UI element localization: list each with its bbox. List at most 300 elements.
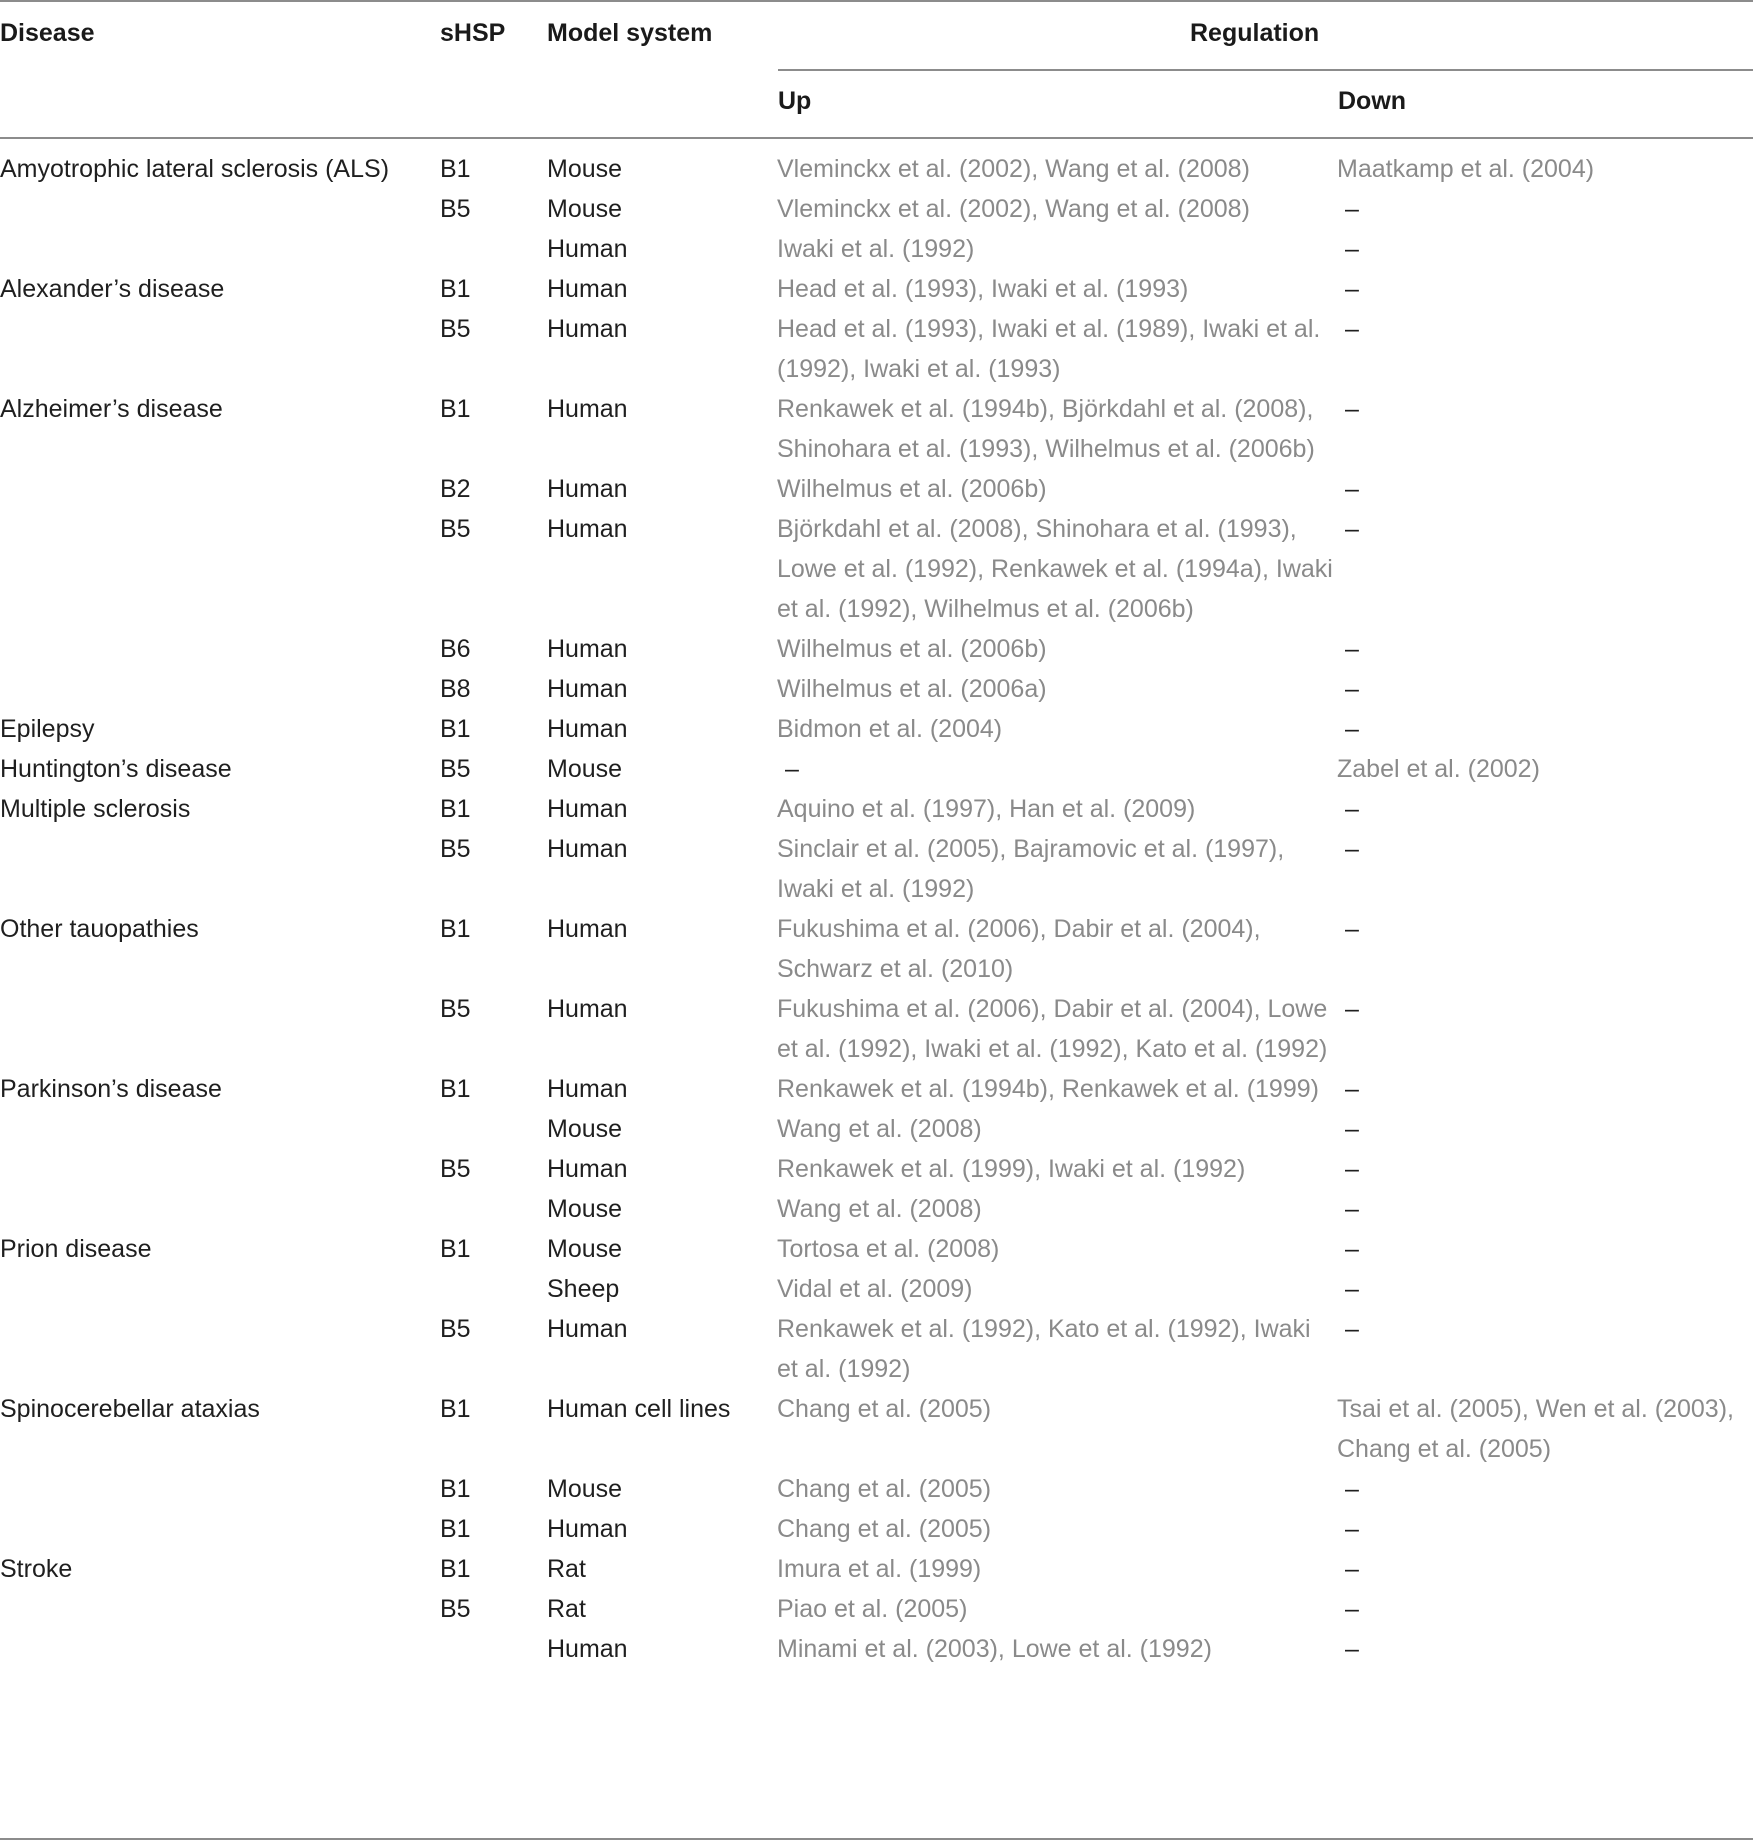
- table-row: [0, 789, 1753, 829]
- down-regulation-cell: [1337, 1189, 1753, 1229]
- disease-cell: [0, 1269, 440, 1309]
- shsp-cell: [440, 989, 547, 1069]
- disease-cell: [0, 1509, 440, 1549]
- model-system-cell-text: Mouse: [547, 1115, 623, 1143]
- shsp-cell-text: B5: [440, 195, 471, 223]
- header-model-system: Model system: [547, 19, 713, 47]
- model-system-cell-text: Human: [547, 1075, 628, 1103]
- model-system-cell: [547, 1269, 777, 1309]
- disease-cell: [0, 909, 440, 989]
- data-table: [0, 149, 1753, 1669]
- top-rule: [0, 0, 1753, 2]
- table-body: [0, 149, 1753, 1669]
- down-regulation-cell-text: –: [1345, 475, 1359, 503]
- shsp-cell-text: B5: [440, 515, 471, 543]
- shsp-cell: [440, 1509, 547, 1549]
- up-regulation-cell-text: Wang et al. (2008): [777, 1195, 982, 1223]
- down-regulation-cell-text: –: [1345, 1235, 1359, 1263]
- shsp-cell: [440, 1149, 547, 1189]
- model-system-cell: [547, 509, 777, 629]
- down-regulation-cell-text: –: [1345, 1555, 1359, 1583]
- down-regulation-cell-text: –: [1345, 635, 1359, 663]
- up-regulation-cell: [777, 1189, 1337, 1229]
- shsp-cell-text: B1: [440, 1475, 471, 1503]
- down-regulation-cell-text: –: [1345, 995, 1359, 1023]
- up-regulation-cell: [777, 1629, 1337, 1669]
- up-regulation-cell-text: Bidmon et al. (2004): [777, 715, 1003, 743]
- down-regulation-cell-text: –: [1345, 1115, 1359, 1143]
- down-regulation-cell: [1337, 629, 1753, 669]
- shsp-cell-text: B2: [440, 475, 471, 503]
- model-system-cell-text: Rat: [547, 1555, 586, 1583]
- table-row: [0, 989, 1753, 1069]
- disease-cell-text: Huntington’s disease: [0, 755, 232, 783]
- shsp-cell-text: B1: [440, 395, 471, 423]
- shsp-cell: [440, 1189, 547, 1229]
- shsp-cell: [440, 1229, 547, 1269]
- header-down: Down: [1338, 87, 1407, 115]
- table-row: [0, 1549, 1753, 1589]
- shsp-cell-text: B5: [440, 315, 471, 343]
- disease-cell: [0, 709, 440, 749]
- down-regulation-cell: [1337, 1069, 1753, 1109]
- model-system-cell: [547, 989, 777, 1069]
- shsp-cell-text: B1: [440, 795, 471, 823]
- up-regulation-cell-text: Vleminckx et al. (2002), Wang et al. (2008): [777, 155, 1250, 183]
- model-system-cell-text: Mouse: [547, 755, 623, 783]
- model-system-cell-text: Human: [547, 635, 628, 663]
- disease-cell: [0, 749, 440, 789]
- up-regulation-cell-text: Wilhelmus et al. (2006b): [777, 475, 1047, 503]
- down-regulation-cell: [1337, 189, 1753, 229]
- up-regulation-cell-text: Fukushima et al. (2006), Dabir et al. (2004), Lowe et al. (1992), Iwaki et al. (1992), Kato et al. (1992): [777, 995, 1328, 1063]
- down-regulation-cell: [1337, 389, 1753, 469]
- disease-cell: [0, 1469, 440, 1509]
- up-regulation-cell: [777, 389, 1337, 469]
- up-regulation-cell: [777, 1109, 1337, 1149]
- up-regulation-cell: [777, 1549, 1337, 1589]
- up-regulation-cell-text: Wilhelmus et al. (2006b): [777, 635, 1047, 663]
- up-regulation-cell-text: Renkawek et al. (1999), Iwaki et al. (1992): [777, 1155, 1246, 1183]
- up-regulation-cell: [777, 1149, 1337, 1189]
- table-row: [0, 669, 1753, 709]
- shsp-cell-text: B1: [440, 1515, 471, 1543]
- up-regulation-cell-text: –: [785, 755, 799, 783]
- model-system-cell: [547, 1469, 777, 1509]
- shsp-cell: [440, 389, 547, 469]
- disease-cell-text: Alexander’s disease: [0, 275, 225, 303]
- model-system-cell: [547, 669, 777, 709]
- model-system-cell: [547, 1149, 777, 1189]
- table-row: [0, 749, 1753, 789]
- up-regulation-cell: [777, 629, 1337, 669]
- up-regulation-cell-text: Piao et al. (2005): [777, 1595, 968, 1623]
- header-disease: Disease: [0, 19, 95, 47]
- down-regulation-cell: [1337, 989, 1753, 1069]
- down-regulation-cell: [1337, 229, 1753, 269]
- shsp-cell-text: B1: [440, 275, 471, 303]
- shsp-cell: [440, 1389, 547, 1469]
- table-row: [0, 1109, 1753, 1149]
- shsp-cell: [440, 269, 547, 309]
- shsp-cell: [440, 909, 547, 989]
- shsp-cell: [440, 469, 547, 509]
- disease-cell: [0, 989, 440, 1069]
- model-system-cell: [547, 749, 777, 789]
- disease-cell-text: Amyotrophic lateral sclerosis (ALS): [0, 155, 390, 183]
- shsp-cell-text: B5: [440, 995, 471, 1023]
- table-row: [0, 309, 1753, 389]
- up-regulation-cell: [777, 509, 1337, 629]
- down-regulation-cell: [1337, 789, 1753, 829]
- down-regulation-cell-text: –: [1345, 1275, 1359, 1303]
- down-regulation-cell-text: –: [1345, 1515, 1359, 1543]
- disease-cell: [0, 269, 440, 309]
- model-system-cell-text: Human: [547, 235, 628, 263]
- shsp-cell: [440, 309, 547, 389]
- up-regulation-cell: [777, 709, 1337, 749]
- disease-cell: [0, 1549, 440, 1589]
- down-regulation-cell: [1337, 1269, 1753, 1309]
- down-regulation-cell-text: –: [1345, 235, 1359, 263]
- model-system-cell: [547, 189, 777, 229]
- table-row: [0, 469, 1753, 509]
- down-regulation-cell-text: –: [1345, 195, 1359, 223]
- disease-cell: [0, 1309, 440, 1389]
- down-regulation-cell: [1337, 1469, 1753, 1509]
- up-regulation-cell-text: Fukushima et al. (2006), Dabir et al. (2004), Schwarz et al. (2010): [777, 915, 1261, 983]
- up-regulation-cell-text: Renkawek et al. (1992), Kato et al. (1992), Iwaki et al. (1992): [777, 1315, 1311, 1383]
- down-regulation-cell: [1337, 829, 1753, 909]
- shsp-cell: [440, 149, 547, 189]
- shsp-cell-text: B5: [440, 1595, 471, 1623]
- up-regulation-cell: [777, 149, 1337, 189]
- up-regulation-cell: [777, 1589, 1337, 1629]
- up-regulation-cell-text: Sinclair et al. (2005), Bajramovic et al. (1997), Iwaki et al. (1992): [777, 835, 1285, 903]
- disease-cell-text: Parkinson’s disease: [0, 1075, 222, 1103]
- disease-cell: [0, 229, 440, 269]
- up-regulation-cell: [777, 749, 1337, 789]
- up-regulation-cell-text: Aquino et al. (1997), Han et al. (2009): [777, 795, 1196, 823]
- shsp-cell: [440, 789, 547, 829]
- table-row: [0, 269, 1753, 309]
- model-system-cell-text: Human: [547, 475, 628, 503]
- model-system-cell: [547, 229, 777, 269]
- shsp-cell-text: B8: [440, 675, 471, 703]
- disease-cell: [0, 389, 440, 469]
- table-row: [0, 1149, 1753, 1189]
- down-regulation-cell: [1337, 309, 1753, 389]
- model-system-cell-text: Human: [547, 675, 628, 703]
- model-system-cell: [547, 389, 777, 469]
- model-system-cell: [547, 1549, 777, 1589]
- model-system-cell: [547, 1069, 777, 1109]
- shsp-cell-text: B1: [440, 155, 471, 183]
- disease-cell: [0, 1189, 440, 1229]
- up-regulation-cell: [777, 1309, 1337, 1389]
- disease-cell-text: Alzheimer’s disease: [0, 395, 223, 423]
- model-system-cell-text: Human: [547, 515, 628, 543]
- down-regulation-cell-text: –: [1345, 1155, 1359, 1183]
- shsp-cell: [440, 1109, 547, 1149]
- table-row: [0, 509, 1753, 629]
- model-system-cell: [547, 1229, 777, 1269]
- shsp-cell-text: B5: [440, 1155, 471, 1183]
- shsp-cell: [440, 709, 547, 749]
- down-regulation-cell-text: –: [1345, 715, 1359, 743]
- model-system-cell-text: Rat: [547, 1595, 586, 1623]
- table-row: [0, 629, 1753, 669]
- model-system-cell: [547, 269, 777, 309]
- model-system-cell-text: Human: [547, 835, 628, 863]
- down-regulation-cell: [1337, 149, 1753, 189]
- down-regulation-cell: [1337, 1629, 1753, 1669]
- disease-cell: [0, 1069, 440, 1109]
- up-regulation-cell-text: Tortosa et al. (2008): [777, 1235, 1000, 1263]
- disease-cell-text: Multiple sclerosis: [0, 795, 191, 823]
- model-system-cell-text: Human: [547, 715, 628, 743]
- header-shsp: sHSP: [440, 19, 506, 47]
- shsp-cell: [440, 1549, 547, 1589]
- model-system-cell: [547, 709, 777, 749]
- up-regulation-cell: [777, 1469, 1337, 1509]
- shsp-cell-text: B5: [440, 835, 471, 863]
- shsp-cell: [440, 509, 547, 629]
- model-system-cell-text: Human: [547, 1315, 628, 1343]
- model-system-cell-text: Mouse: [547, 1235, 623, 1263]
- model-system-cell-text: Human: [547, 315, 628, 343]
- model-system-cell-text: Human: [547, 1155, 628, 1183]
- down-regulation-cell-text: –: [1345, 1595, 1359, 1623]
- shsp-cell-text: B1: [440, 1555, 471, 1583]
- shsp-cell-text: B1: [440, 1395, 471, 1423]
- down-regulation-cell: [1337, 749, 1753, 789]
- down-regulation-cell-text: –: [1345, 1475, 1359, 1503]
- up-regulation-cell-text: Minami et al. (2003), Lowe et al. (1992): [777, 1635, 1212, 1663]
- model-system-cell-text: Sheep: [547, 1275, 620, 1303]
- model-system-cell-text: Mouse: [547, 1475, 623, 1503]
- disease-cell: [0, 1109, 440, 1149]
- table-row: [0, 1309, 1753, 1389]
- header-rule: [0, 137, 1753, 139]
- disease-cell: [0, 789, 440, 829]
- model-system-cell: [547, 1389, 777, 1469]
- model-system-cell-text: Human cell lines: [547, 1395, 731, 1423]
- model-system-cell-text: Human: [547, 395, 628, 423]
- down-regulation-cell-text: –: [1345, 1195, 1359, 1223]
- disease-cell: [0, 309, 440, 389]
- up-regulation-cell-text: Vleminckx et al. (2002), Wang et al. (2008): [777, 195, 1250, 223]
- model-system-cell: [547, 1109, 777, 1149]
- up-regulation-cell: [777, 669, 1337, 709]
- shsp-cell: [440, 189, 547, 229]
- model-system-cell: [547, 309, 777, 389]
- up-regulation-cell: [777, 989, 1337, 1069]
- table-row: [0, 829, 1753, 909]
- down-regulation-cell-text: Tsai et al. (2005), Wen et al. (2003), Chang et al. (2005): [1337, 1395, 1734, 1463]
- shsp-cell: [440, 829, 547, 909]
- shsp-cell-text: B5: [440, 755, 471, 783]
- down-regulation-cell-text: –: [1345, 1315, 1359, 1343]
- model-system-cell-text: Mouse: [547, 155, 623, 183]
- down-regulation-cell: [1337, 1309, 1753, 1389]
- table-row: [0, 1509, 1753, 1549]
- down-regulation-cell: [1337, 669, 1753, 709]
- up-regulation-cell-text: Wang et al. (2008): [777, 1115, 982, 1143]
- down-regulation-cell: [1337, 1549, 1753, 1589]
- up-regulation-cell: [777, 789, 1337, 829]
- down-regulation-cell: [1337, 469, 1753, 509]
- shsp-cell: [440, 1469, 547, 1509]
- model-system-cell-text: Mouse: [547, 195, 623, 223]
- up-regulation-cell-text: Head et al. (1993), Iwaki et al. (1993): [777, 275, 1189, 303]
- shsp-cell: [440, 1069, 547, 1109]
- up-regulation-cell: [777, 189, 1337, 229]
- shsp-cell-text: B6: [440, 635, 471, 663]
- table-row: [0, 189, 1753, 229]
- table-row: [0, 389, 1753, 469]
- down-regulation-cell: [1337, 1229, 1753, 1269]
- model-system-cell-text: Human: [547, 275, 628, 303]
- up-regulation-cell: [777, 269, 1337, 309]
- disease-cell: [0, 1589, 440, 1629]
- model-system-cell: [547, 629, 777, 669]
- disease-cell: [0, 149, 440, 189]
- up-regulation-cell-text: Iwaki et al. (1992): [777, 235, 975, 263]
- table-row: [0, 1389, 1753, 1469]
- down-regulation-cell: [1337, 1509, 1753, 1549]
- shsp-cell-text: B1: [440, 1235, 471, 1263]
- model-system-cell-text: Human: [547, 1635, 628, 1663]
- up-regulation-cell: [777, 1389, 1337, 1469]
- model-system-cell: [547, 829, 777, 909]
- table-row: [0, 1229, 1753, 1269]
- down-regulation-cell-text: –: [1345, 515, 1359, 543]
- disease-cell-text: Stroke: [0, 1555, 73, 1583]
- shsp-cell: [440, 629, 547, 669]
- model-system-cell: [547, 1589, 777, 1629]
- shsp-cell-text: B5: [440, 1315, 471, 1343]
- shsp-cell: [440, 749, 547, 789]
- model-system-cell: [547, 1309, 777, 1389]
- shsp-cell: [440, 1309, 547, 1389]
- table-row: [0, 149, 1753, 189]
- up-regulation-cell-text: Björkdahl et al. (2008), Shinohara et al. (1993), Lowe et al. (1992), Renkawek et al. (1994a), Iwaki et al. (1992), Wilhelmus et al. (2006b): [777, 515, 1333, 623]
- disease-cell: [0, 829, 440, 909]
- disease-cell: [0, 1389, 440, 1469]
- disease-cell: [0, 629, 440, 669]
- up-regulation-cell-text: Wilhelmus et al. (2006a): [777, 675, 1047, 703]
- model-system-cell: [547, 469, 777, 509]
- bottom-rule: [0, 1838, 1753, 1840]
- disease-cell: [0, 1629, 440, 1669]
- up-regulation-cell-text: Chang et al. (2005): [777, 1515, 992, 1543]
- shsp-cell: [440, 1589, 547, 1629]
- up-regulation-cell: [777, 829, 1337, 909]
- up-regulation-cell-text: Renkawek et al. (1994b), Renkawek et al. (1999): [777, 1075, 1319, 1103]
- model-system-cell: [547, 149, 777, 189]
- up-regulation-cell: [777, 1069, 1337, 1109]
- disease-cell-text: Other tauopathies: [0, 915, 199, 943]
- table-row: [0, 1189, 1753, 1229]
- down-regulation-cell-text: –: [1345, 915, 1359, 943]
- up-regulation-cell-text: Chang et al. (2005): [777, 1475, 992, 1503]
- table-row: [0, 909, 1753, 989]
- model-system-cell: [547, 1629, 777, 1669]
- up-regulation-cell: [777, 1229, 1337, 1269]
- down-regulation-cell: [1337, 1589, 1753, 1629]
- model-system-cell: [547, 1509, 777, 1549]
- down-regulation-cell: [1337, 1389, 1753, 1469]
- up-regulation-cell: [777, 909, 1337, 989]
- disease-cell-text: Prion disease: [0, 1235, 152, 1263]
- model-system-cell-text: Mouse: [547, 1195, 623, 1223]
- down-regulation-cell-text: –: [1345, 1635, 1359, 1663]
- table-row: [0, 1269, 1753, 1309]
- down-regulation-cell-text: –: [1345, 275, 1359, 303]
- shsp-cell-text: B1: [440, 915, 471, 943]
- header-regulation: Regulation: [1190, 19, 1320, 47]
- up-regulation-cell-text: Imura et al. (1999): [777, 1555, 982, 1583]
- down-regulation-cell: [1337, 909, 1753, 989]
- disease-cell: [0, 509, 440, 629]
- model-system-cell: [547, 789, 777, 829]
- table-row: [0, 1589, 1753, 1629]
- up-regulation-cell-text: Chang et al. (2005): [777, 1395, 992, 1423]
- down-regulation-cell: [1337, 709, 1753, 749]
- up-regulation-cell-text: Vidal et al. (2009): [777, 1275, 973, 1303]
- up-regulation-cell: [777, 309, 1337, 389]
- down-regulation-cell-text: –: [1345, 675, 1359, 703]
- up-regulation-cell: [777, 469, 1337, 509]
- down-regulation-cell: [1337, 1149, 1753, 1189]
- shsp-cell: [440, 1269, 547, 1309]
- disease-cell-text: Epilepsy: [0, 715, 95, 743]
- down-regulation-cell-text: –: [1345, 395, 1359, 423]
- shsp-cell: [440, 229, 547, 269]
- up-regulation-cell: [777, 229, 1337, 269]
- up-regulation-cell-text: Head et al. (1993), Iwaki et al. (1989), Iwaki et al. (1992), Iwaki et al. (1993): [777, 315, 1321, 383]
- disease-cell: [0, 669, 440, 709]
- disease-cell: [0, 1149, 440, 1189]
- down-regulation-cell: [1337, 509, 1753, 629]
- model-system-cell-text: Human: [547, 915, 628, 943]
- table-row: [0, 1069, 1753, 1109]
- model-system-cell-text: Human: [547, 995, 628, 1023]
- disease-cell-text: Spinocerebellar ataxias: [0, 1395, 260, 1423]
- down-regulation-cell-text: Zabel et al. (2002): [1337, 755, 1540, 783]
- table-row: [0, 229, 1753, 269]
- disease-cell: [0, 469, 440, 509]
- header-up: Up: [778, 87, 812, 115]
- down-regulation-cell-text: –: [1345, 315, 1359, 343]
- up-regulation-cell-text: Renkawek et al. (1994b), Björkdahl et al. (2008), Shinohara et al. (1993), Wilhelmus et al. (2006b): [777, 395, 1315, 463]
- down-regulation-cell-text: –: [1345, 1075, 1359, 1103]
- shsp-cell: [440, 669, 547, 709]
- model-system-cell: [547, 1189, 777, 1229]
- table-row: [0, 1469, 1753, 1509]
- down-regulation-cell-text: Maatkamp et al. (2004): [1337, 155, 1595, 183]
- shsp-cell-text: B1: [440, 715, 471, 743]
- model-system-cell-text: Human: [547, 1515, 628, 1543]
- shsp-cell-text: B1: [440, 1075, 471, 1103]
- down-regulation-cell-text: –: [1345, 795, 1359, 823]
- down-regulation-cell-text: –: [1345, 835, 1359, 863]
- model-system-cell-text: Human: [547, 795, 628, 823]
- table-row: [0, 1629, 1753, 1669]
- up-regulation-cell: [777, 1509, 1337, 1549]
- regulation-rule: [778, 69, 1753, 71]
